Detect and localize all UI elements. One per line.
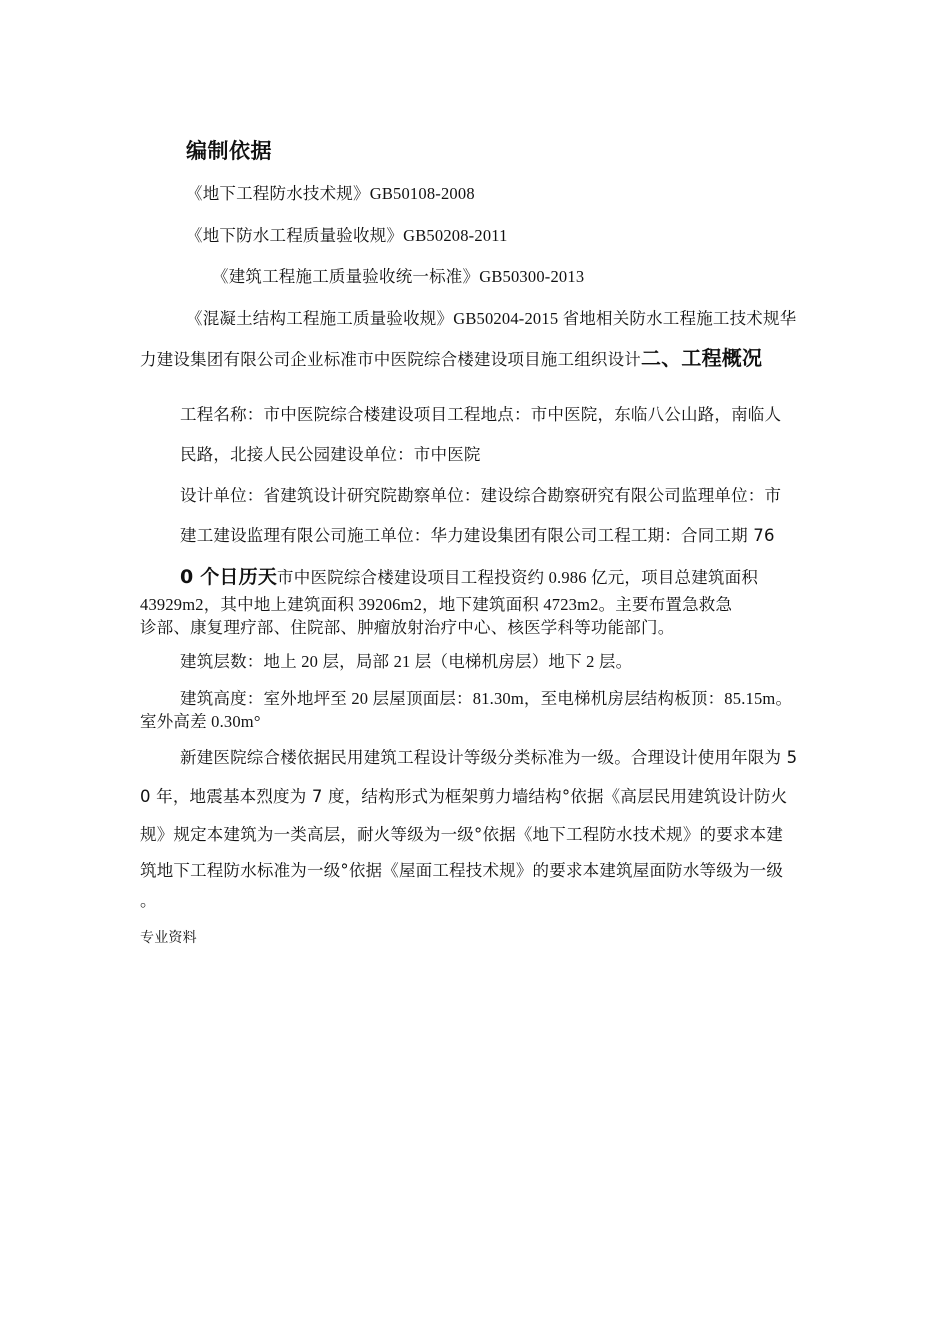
overview-line: 43929m2，其中地上建筑面积 39206m2，地下建筑面积 4723m2。主要布置急救急 — [140, 595, 733, 614]
reference-item: 《建筑工程施工质量验收统一标准》GB50300-2013 — [212, 267, 585, 286]
reference-item: 《地下防水工程质量验收规》GB50208-2011 — [186, 226, 508, 245]
paragraph-line: 规》规定本建筑为一类高层，耐火等级为一级°依据《地下工程防水技术规》的要求本建 — [140, 825, 784, 844]
overview-line: 建工建设监理有限公司施工单位：华力建设集团有限公司工程工期：合同工期 76 — [180, 526, 775, 545]
height-line: 室外高差 0.30m° — [140, 712, 261, 731]
section-heading: 编制依据 — [186, 139, 272, 163]
footer-label: 专业资料 — [140, 930, 197, 946]
overview-line: 设计单位：省建筑设计研究院勘察单位：建设综合勘察研究有限公司监理单位：市 — [180, 486, 782, 505]
reference-item: 《混凝土结构工程施工质量验收规》GB50204-2015 省地相关防水工程施工技术规华 — [186, 309, 797, 328]
section-heading-overview: 二、工程概况 — [641, 346, 763, 370]
overview-line: 诊部、康复理疗部、住院部、肿瘤放射治疗中心、核医学科等功能部门。 — [140, 618, 675, 637]
reference-continuation — [140, 347, 762, 371]
investment-text: 市中医院综合楼建设项目工程投资约 0.986 亿元，项目总建筑面积 — [277, 568, 759, 587]
paragraph-line: 0 年，地震基本烈度为 7 度，结构形式为框架剪力墙结构°依据《高层民用建筑设计防火 — [140, 787, 788, 806]
overview-line — [180, 566, 758, 589]
reference-text: 力建设集团有限公司企业标准市中医院综合楼建设项目施工组织设计 — [140, 350, 641, 369]
paragraph-line: 新建医院综合楼依据民用建筑工程设计等级分类标准为一级。合理设计使用年限为 5 — [180, 748, 798, 767]
overview-line: 工程名称：市中医院综合楼建设项目工程地点：市中医院，东临八公山路，南临人 — [180, 405, 782, 424]
duration-text: 0 个日历天 — [180, 566, 278, 588]
paragraph-line: 筑地下工程防水标准为一级°依据《屋面工程技术规》的要求本建筑屋面防水等级为一级 — [140, 861, 784, 880]
height-line: 建筑高度：室外地坪至 20 层屋顶面层：81.30m，至电梯机房层结构板顶：85.15m。 — [180, 689, 793, 708]
paragraph-line: 。 — [140, 891, 157, 910]
overview-line: 民路，北接人民公园建设单位：市中医院 — [180, 445, 481, 464]
floors-line: 建筑层数：地上 20 层，局部 21 层（电梯机房层）地下 2 层。 — [180, 652, 633, 671]
reference-item: 《地下工程防水技术规》GB50108-2008 — [186, 184, 475, 203]
